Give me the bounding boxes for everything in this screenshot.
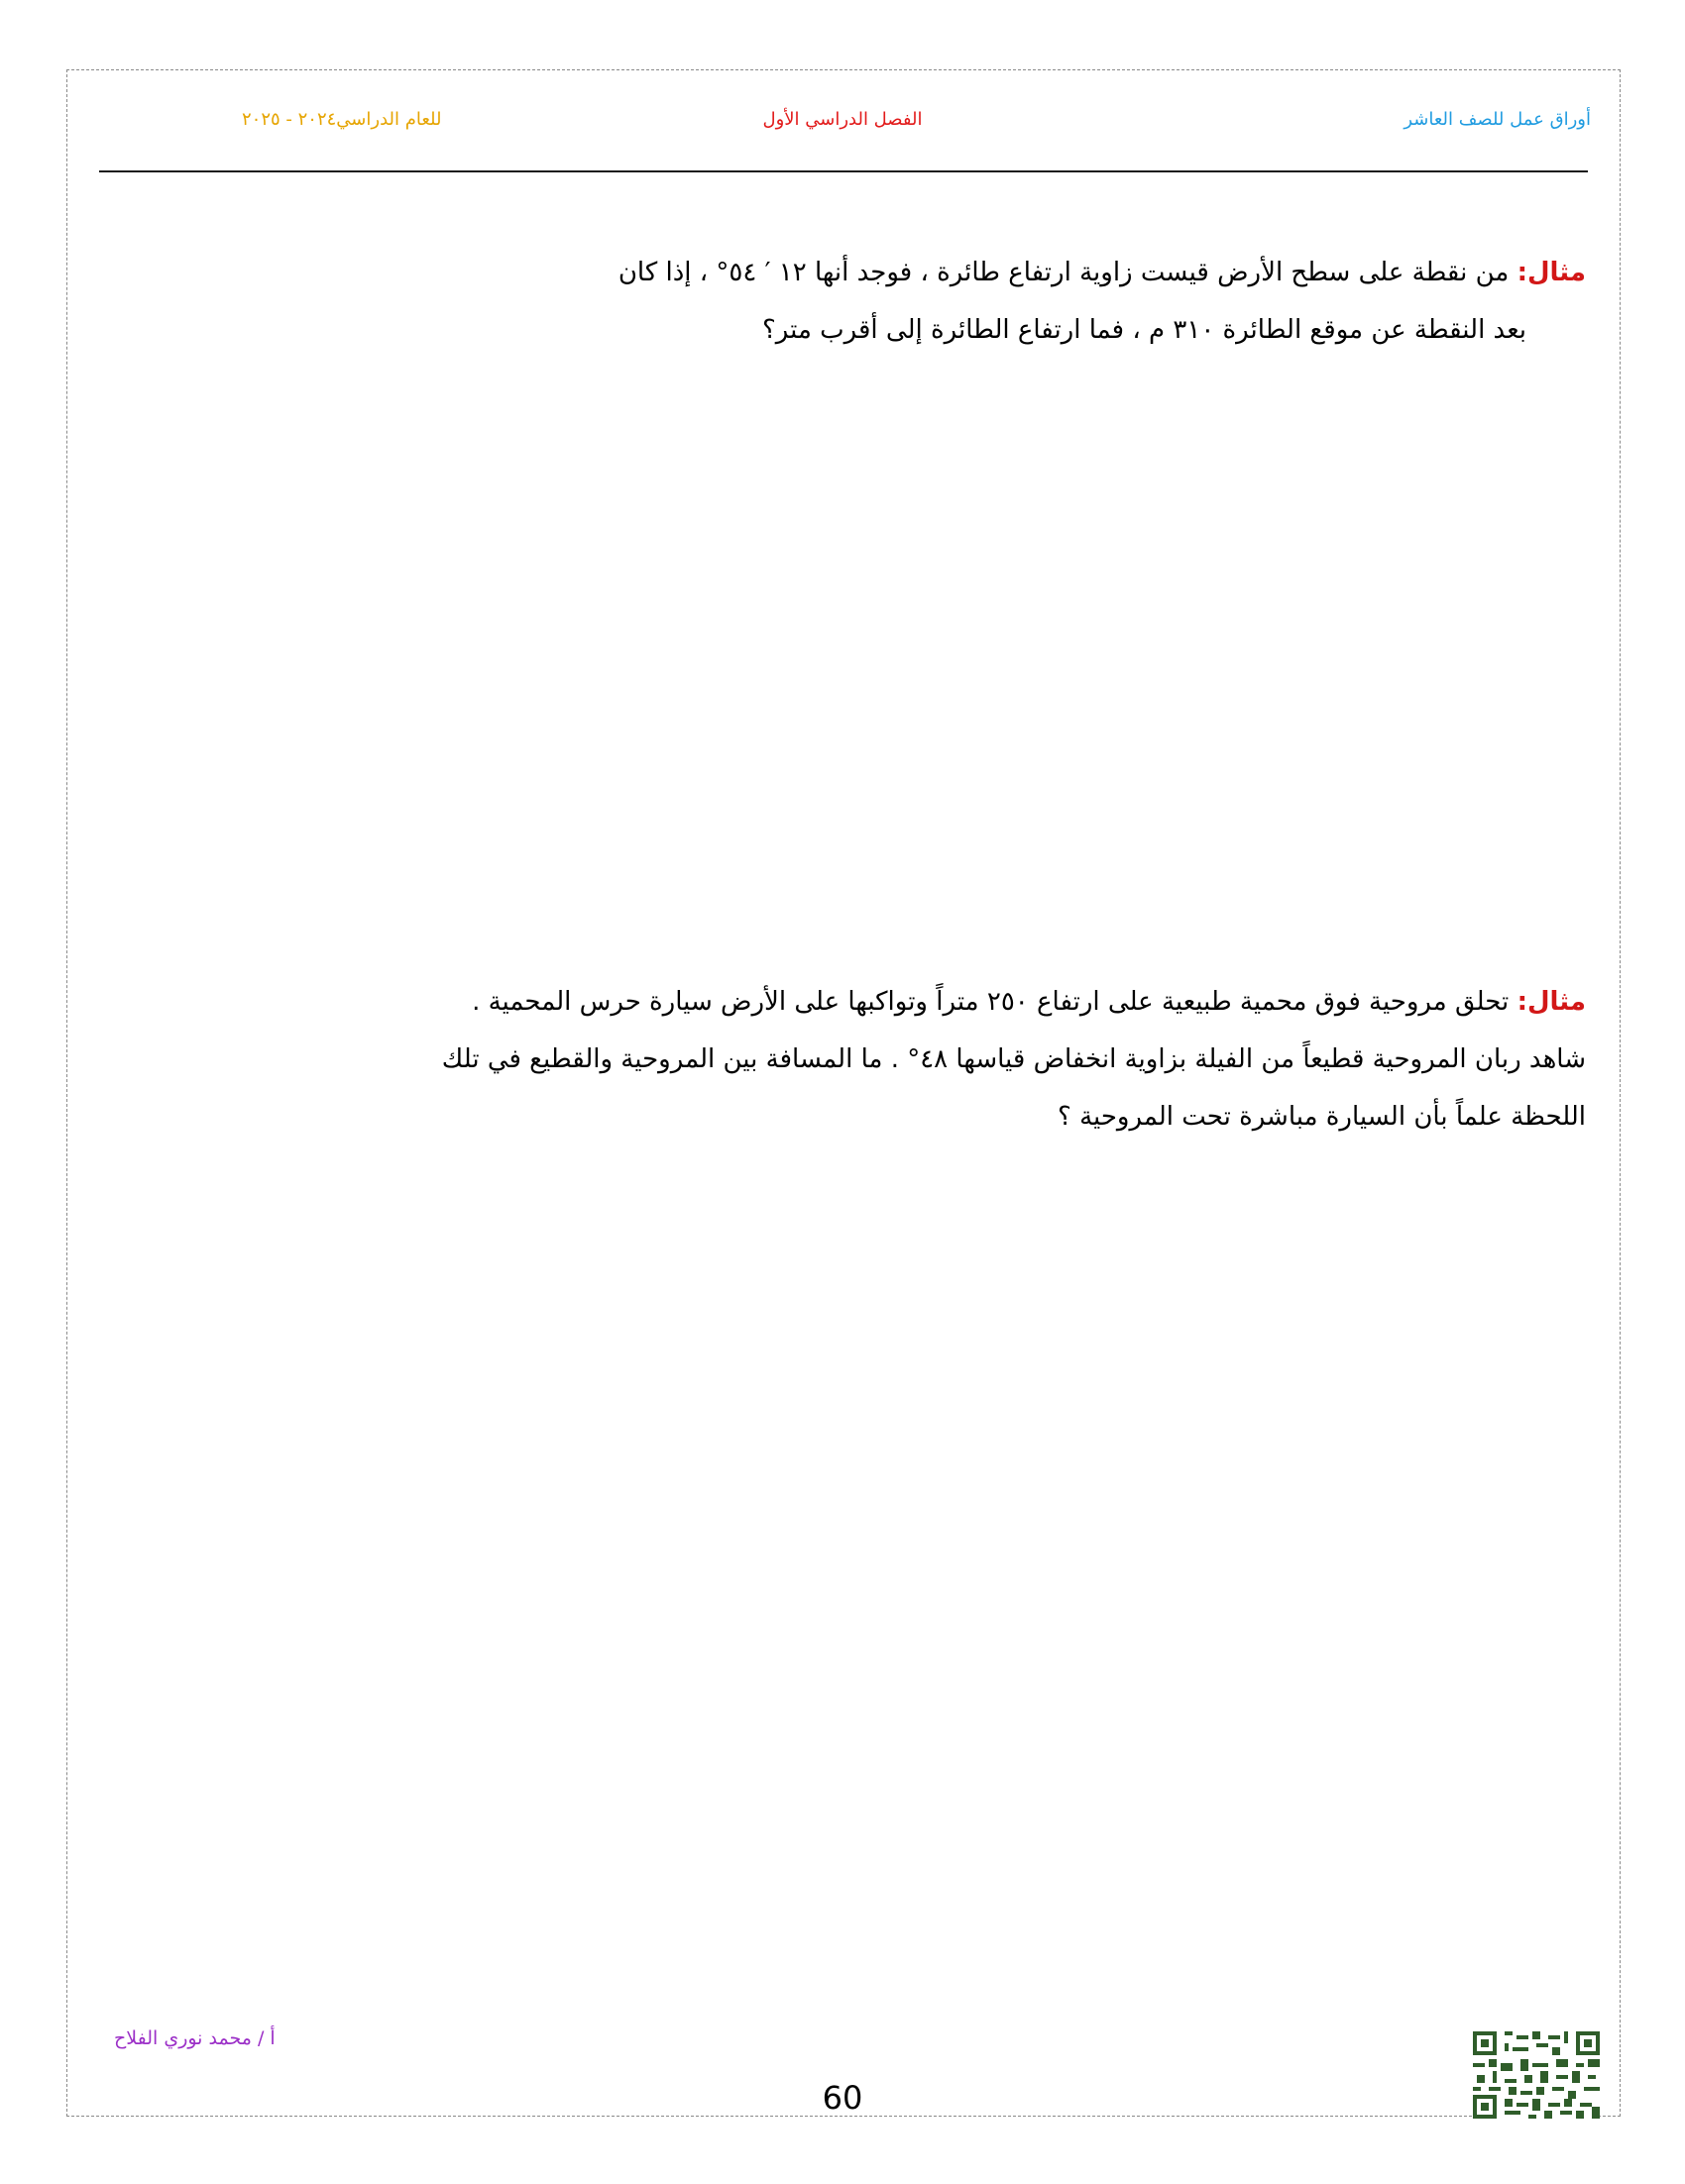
header-worksheet-title: أوراق عمل للصف العاشر: [1404, 109, 1591, 130]
example-2-line-2: شاهد ربان المروحية قطيعاً من الفيلة بزاوية انخفاض قياسها ٤٨° . ما المسافة بين المروحية والقطيع في تلك: [441, 1044, 1586, 1074]
example-2-line-3: اللحظة علماً بأن السيارة مباشرة تحت المروحية ؟: [1058, 1102, 1586, 1132]
example-2-text-1: تحلق مروحية فوق محمية طبيعية على ارتفاع ٢٥٠ متراً وتواكبها على الأرض سيارة حرس المحمية .: [472, 987, 1510, 1017]
example-2: [79, 973, 1586, 1146]
example-2-label: مثال:: [1516, 987, 1586, 1017]
header-year-label: للعام الدراسي: [336, 109, 442, 130]
header-divider: [99, 170, 1588, 172]
header-year-value: ٢٠٢٤ - ٢٠٢٥: [242, 109, 337, 130]
header-semester: الفصل الدراسي الأول: [762, 109, 923, 130]
example-1: [198, 244, 1586, 359]
example-1-line-2: بعد النقطة عن موقع الطائرة ٣١٠ م ، فما ارتفاع الطائرة إلى أقرب متر؟: [761, 315, 1526, 345]
qr-code-icon: [1473, 2031, 1600, 2119]
example-1-text-1: من نقطة على سطح الأرض قيست زاوية ارتفاع طائرة ، فوجد أنها ١٢ ′ ٥٤° ، إذا كان: [618, 258, 1510, 287]
example-1-line-1: [198, 244, 1586, 301]
page-number: 60: [822, 2079, 863, 2117]
footer-author: أ / محمد نوري الفلاح: [114, 2027, 276, 2049]
example-2-line-1: [79, 973, 1586, 1031]
example-1-label: مثال:: [1516, 258, 1586, 287]
